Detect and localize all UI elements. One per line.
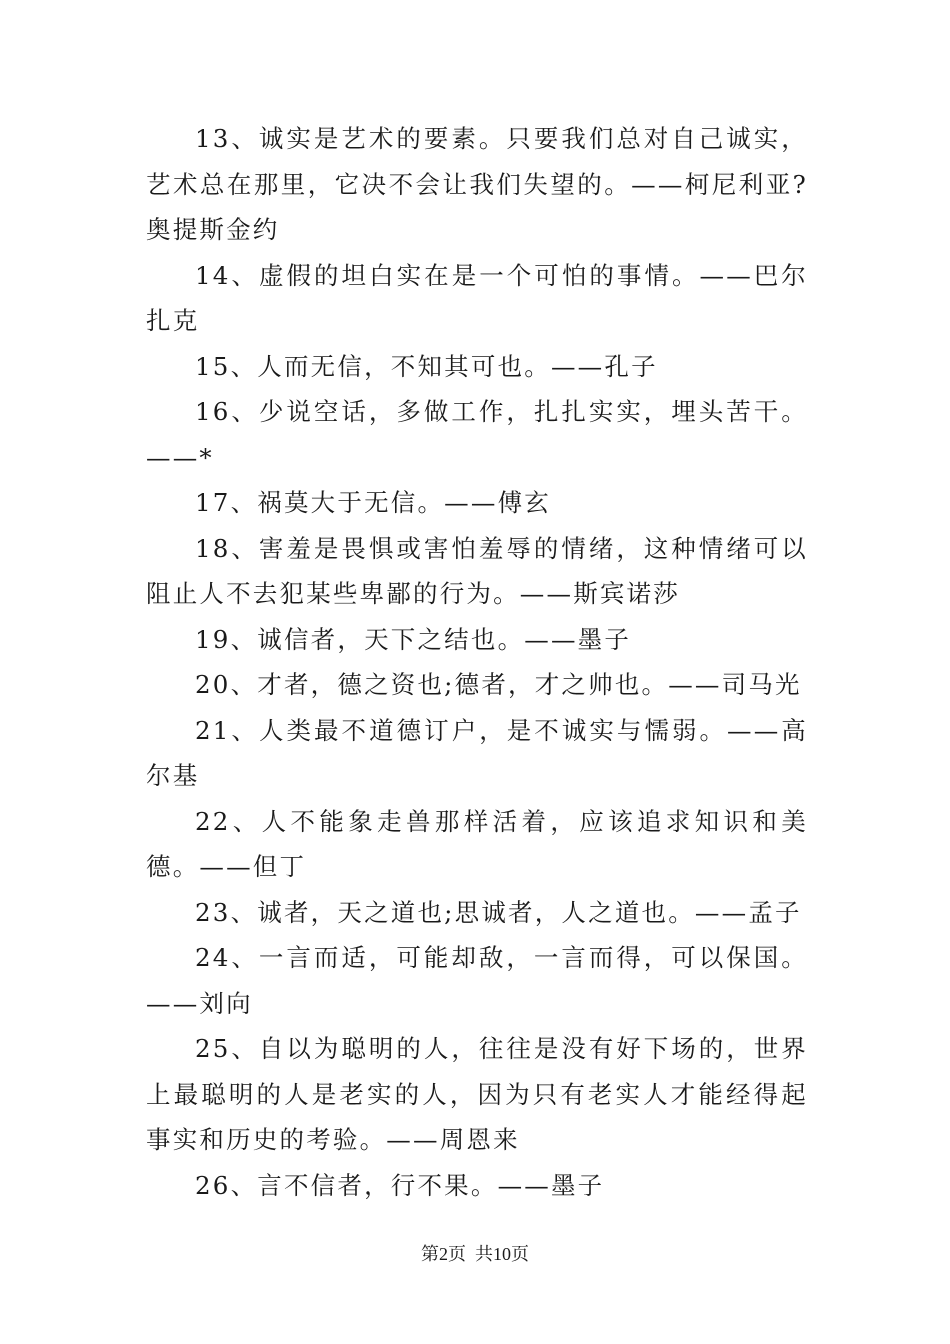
page-footer [0,1240,950,1266]
quote-16: 16、少说空话，多做工作，扎扎实实，埋头苦干。——* [146,397,808,472]
quote-26: 26、言不信者，行不果。——墨子 [195,1170,605,1200]
quote-19: 19、诚信者，天下之结也。——墨子 [195,624,632,654]
page-number: 第2页 共10页 [421,1244,529,1264]
quote-20: 20、才者，德之资也;德者，才之帅也。——司马光 [195,670,802,699]
quote-25: 25、自以为聪明的人，往往是没有好下场的，世界上最聪明的人是老实的人，因为只有老实人才能经得起事实和历史的考验。——周恩来 [146,1034,808,1154]
quote-13: 13、诚实是艺术的要素。只要我们总对自己诚实，艺术总在那里，它决不会让我们失望的。——柯尼利亚?奥提斯金约 [146,124,808,244]
quote-23: 23、诚者，天之道也;思诚者，人之道也。——孟子 [195,897,802,927]
quote-18: 18、害羞是畏惧或害怕羞辱的情绪，这种情绪可以阻止人不去犯某些卑鄙的行为。——斯宾诺莎 [146,533,808,608]
quote-21: 21、人类最不道德订户，是不诚实与懦弱。——高尔基 [146,715,808,790]
quote-24: 24、一言而适，可能却敌，一言而得，可以保国。——刘向 [146,943,808,1018]
quote-15: 15、人而无信，不知其可也。——孔子 [195,351,658,381]
quote-list [146,116,808,1208]
quote-22: 22、人不能象走兽那样活着，应该追求知识和美德。——但丁 [146,806,808,881]
quote-14: 14、虚假的坦白实在是一个可怕的事情。——巴尔扎克 [146,260,808,335]
quote-17: 17、祸莫大于无信。——傅玄 [195,488,551,517]
